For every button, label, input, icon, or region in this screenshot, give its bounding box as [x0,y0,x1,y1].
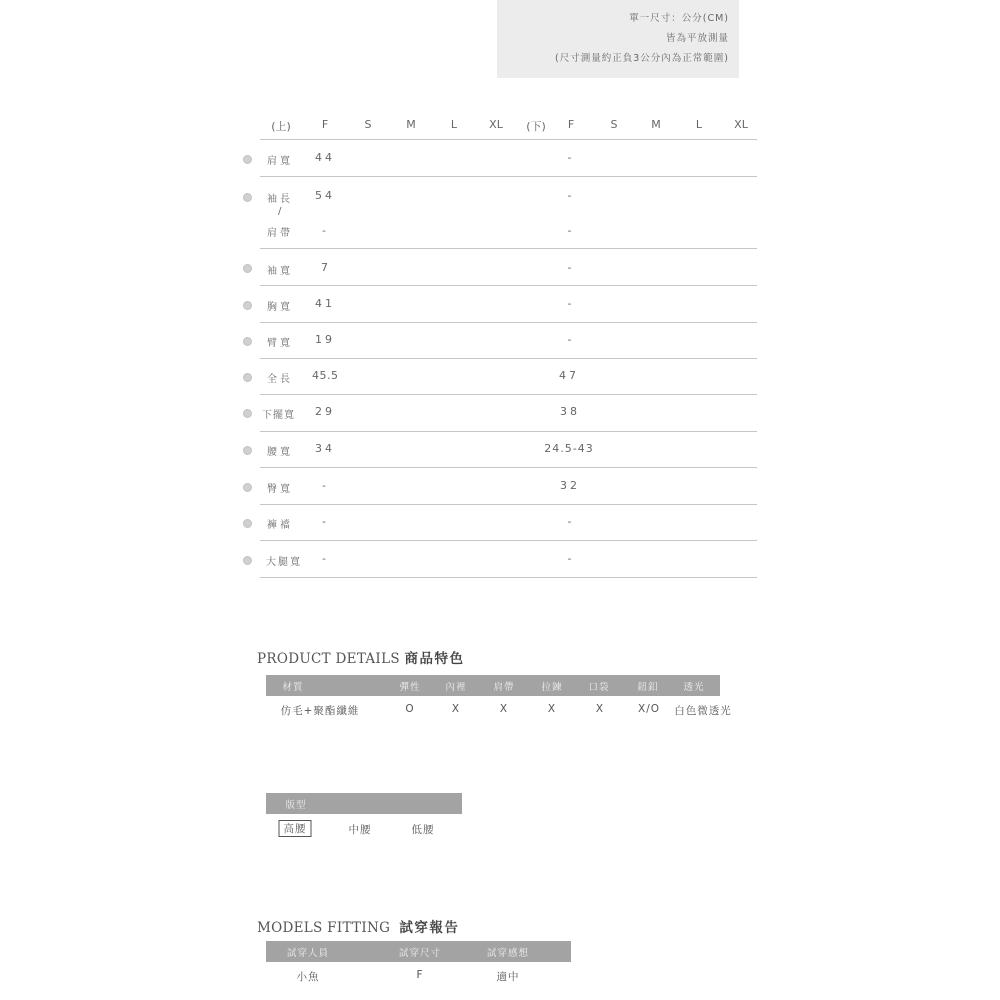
upper-f-value: 44 [315,151,335,164]
bullet-icon [243,337,252,346]
measure-label-secondary: 肩帶 [267,228,293,239]
models-fitting-title-zh: 試穿報告 [399,920,460,936]
unit-note-line-1: 單一尺寸：公分(CM) [629,13,729,24]
table-rule [260,540,757,541]
measure-label: 臂寬 [267,338,293,349]
lower-f-value: 24.5-43 [544,442,594,455]
bullet-icon [243,193,252,202]
upper-size-xl: XL [489,118,503,131]
upper-f-value: - [322,479,329,492]
unit-note-line-3: (尺寸測量約正負3公分內為正常範圍) [555,53,729,64]
lower-label: (下) [526,120,546,133]
header-material: 材質 [282,682,304,693]
value-feedback: 適中 [496,971,520,983]
lower-size-m: M [651,118,661,131]
models-fitting-header-bar [266,941,571,962]
models-fitting-title-en: MODELS FITTING [257,920,391,936]
upper-f-value-secondary: - [322,224,329,237]
product-details-title-en: PRODUCT DETAILS [257,651,400,667]
lower-f-value: - [567,151,573,164]
measure-label: 大腿寬 [266,557,302,568]
table-rule [260,285,757,286]
header-lining: 內裡 [445,682,467,693]
lower-size-xl: XL [734,118,748,131]
value-pocket: X [595,703,605,715]
product-details-title-zh: 商品特色 [404,651,465,667]
bullet-icon [243,409,252,418]
value-material: 仿毛+聚酯纖維 [280,705,360,717]
upper-f-value: - [322,552,329,565]
bullet-icon [243,301,252,310]
measure-label: 下擺寬 [262,410,295,421]
header-model: 試穿人員 [286,948,330,959]
models-fitting-title [257,916,459,936]
bullet-icon [243,519,252,528]
table-rule [260,322,757,323]
lower-f-value: 38 [560,405,580,418]
measure-label: 褲襠 [267,520,293,531]
value-zipper: X [547,703,557,715]
bullet-icon [243,264,252,273]
measure-label-separator: / [278,206,285,217]
size-table-header [0,118,1000,134]
table-rule [260,358,757,359]
lower-f-value: - [567,333,573,346]
lower-f-value: 47 [559,369,579,382]
header-size: 試穿尺寸 [398,948,442,959]
measure-label: 臀寬 [267,484,293,495]
value-size: F [416,969,424,981]
bullet-icon [243,373,252,382]
table-rule [260,431,757,432]
measure-label: 全長 [267,374,293,385]
table-rule [260,504,757,505]
lower-f-value: - [567,515,573,528]
measure-label: 胸寬 [267,302,293,313]
unit-note [497,0,739,78]
value-straps: X [499,703,509,715]
upper-size-s: S [364,118,372,131]
fit-option-mid-waist: 中腰 [348,824,372,836]
upper-f-value: 7 [321,261,331,274]
value-buttons: X/O [638,703,660,715]
lower-f-value-secondary: - [567,224,573,237]
upper-f-value: 41 [315,297,335,310]
upper-f-value: 45.5 [312,369,339,382]
upper-f-value: - [322,515,329,528]
product-details-title [257,647,464,667]
lower-size-f: F [567,118,575,131]
measure-label: 袖寬 [267,266,293,277]
bullet-icon [243,446,252,455]
table-rule [260,394,757,395]
upper-f-value: 19 [315,333,335,346]
fit-type-header: 版型 [285,800,307,811]
value-lining: X [451,703,461,715]
lower-f-value: 32 [560,479,580,492]
value-elasticity: O [405,703,415,715]
lower-f-value: - [567,261,573,274]
header-straps: 肩帶 [493,682,515,693]
table-rule [260,467,757,468]
unit-note-line-2: 皆為平放測量 [665,33,729,44]
upper-size-l: L [450,118,458,131]
upper-f-value: 34 [315,442,335,455]
upper-f-value: 29 [315,405,335,418]
measure-label: 袖長 [267,194,293,205]
fit-type-header-bar [266,793,462,814]
bullet-icon [243,556,252,565]
header-sheerness: 透光 [683,682,705,693]
header-pocket: 口袋 [588,682,610,693]
value-sheerness: 白色微透光 [674,705,732,717]
upper-label: (上) [271,120,291,133]
header-buttons: 鈕釦 [637,682,659,693]
fit-option-high-waist: 高腰 [279,820,312,837]
measure-label: 肩寬 [267,156,293,167]
header-feedback: 試穿感想 [486,948,530,959]
lower-size-s: S [610,118,618,131]
table-rule [260,176,757,177]
product-details-header-bar [266,675,720,696]
upper-size-m: M [406,118,416,131]
table-rule [260,139,757,140]
lower-f-value: - [567,552,573,565]
value-model: 小魚 [296,971,320,983]
lower-f-value: - [567,189,573,202]
measure-label: 腰寬 [267,447,293,458]
lower-size-l: L [695,118,703,131]
table-rule [260,248,757,249]
lower-f-value: - [567,297,573,310]
upper-size-f: F [321,118,329,131]
bullet-icon [243,483,252,492]
header-elasticity: 彈性 [399,682,421,693]
fit-option-low-waist: 低腰 [411,824,435,836]
bullet-icon [243,155,252,164]
header-zipper: 拉鍊 [541,682,563,693]
table-rule [260,577,757,578]
upper-f-value: 54 [315,189,335,202]
